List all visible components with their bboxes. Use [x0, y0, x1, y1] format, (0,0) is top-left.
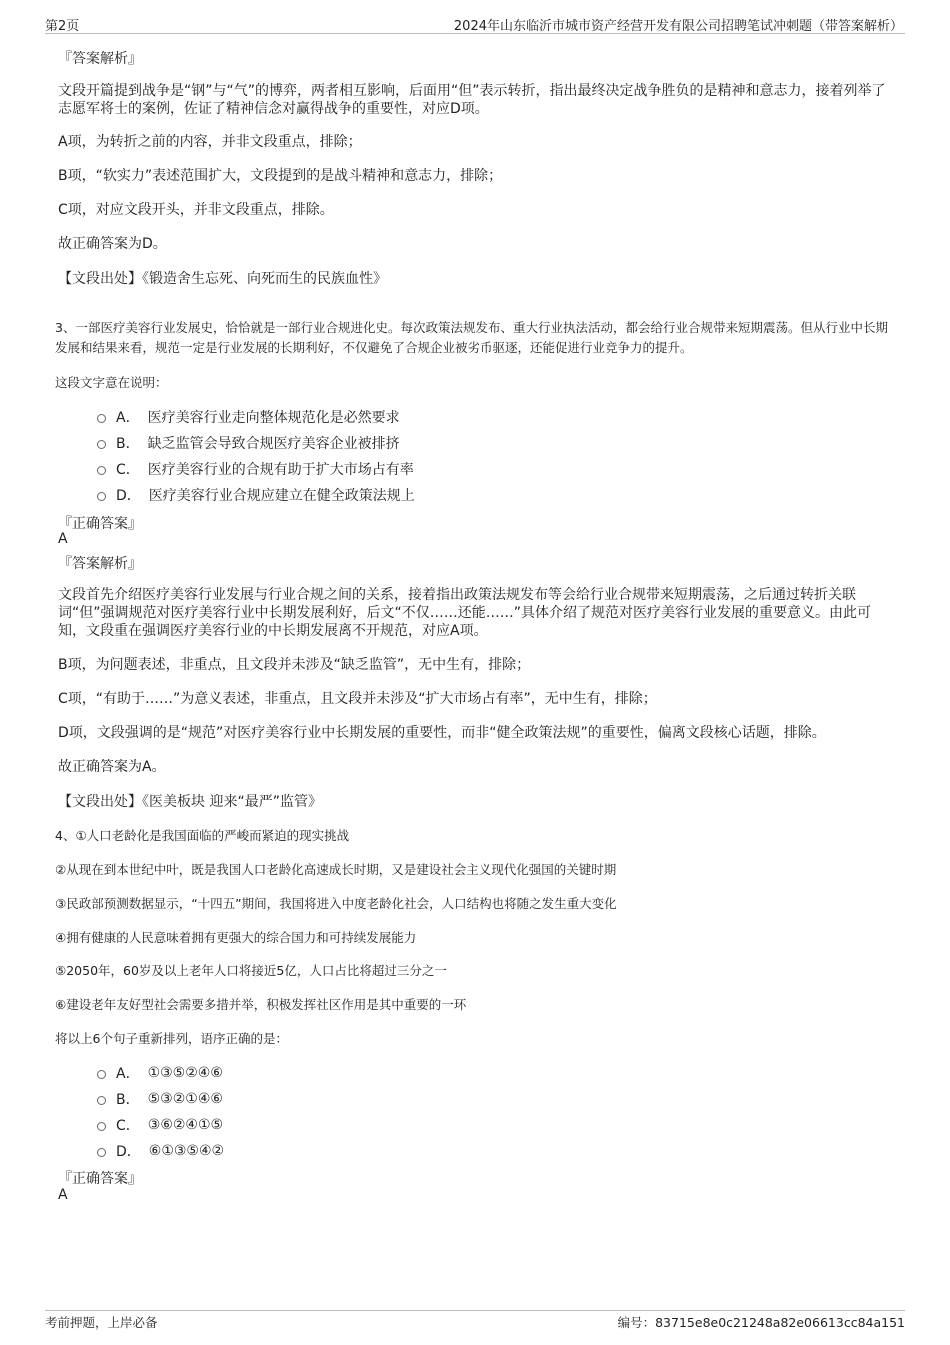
q4-sentence-5: ⑤2050年，60岁及以上老年人口将接近5亿，人口占比将超过三分之一 — [55, 963, 447, 978]
q3-analysis-option-c: C项，“有助于……”为意义表述，非重点，且文段并未涉及“扩大市场占有率”，无中生有，排除； — [58, 691, 657, 707]
radio-button[interactable] — [97, 492, 106, 501]
option-text: 缺乏监管会导致合规医疗美容企业被排挤 — [147, 436, 400, 452]
q4-sentence-4: ④拥有健康的人民意味着拥有更强大的综合国力和可持续发展能力 — [55, 930, 417, 945]
footer-divider — [45, 1310, 905, 1311]
q2-analysis-option-b: B项，“软实力”表述范围扩大，文段提到的是战斗精神和意志力，排除； — [58, 168, 503, 184]
document-id: 编号：83715e8e0c21248a82e06613cc84a151 — [617, 1315, 905, 1330]
header-divider — [45, 33, 905, 34]
q4-option-c[interactable] — [97, 1115, 223, 1135]
q2-analysis-label: 『答案解析』 — [58, 51, 142, 67]
q3-conclusion: 故正确答案为A。 — [58, 759, 166, 775]
option-text: 医疗美容行业走向整体规范化是必然要求 — [147, 410, 400, 426]
option-letter: A． — [116, 410, 140, 426]
q2-analysis-option-c: C项，对应文段开头，并非文段重点，排除。 — [58, 202, 334, 218]
q4-sentence-3: ③民政部预测数据显示，“十四五”期间，我国将进入中度老龄化社会，人口结构也将随之发生重大变化 — [55, 896, 617, 911]
q2-analysis-option-a: A项，为转折之前的内容，并非文段重点，排除； — [58, 134, 362, 150]
page-number: 第2页 — [45, 19, 80, 34]
q2-source: 【文段出处】《锻造舍生忘死、向死而生的民族血性》 — [58, 271, 387, 287]
option-letter: C． — [116, 1118, 140, 1134]
q4-sentence-6: ⑥建设老年友好型社会需要多措并举，积极发挥社区作用是其中重要的一环 — [55, 997, 467, 1012]
radio-button[interactable] — [97, 440, 106, 449]
q3-analysis-label: 『答案解析』 — [58, 556, 142, 572]
q3-stem: 3、一部医疗美容行业发展史，恰恰就是一部行业合规进化史。每次政策法规发布、重大行业执法活动，都会给行业合规带来短期震荡。但从行业中长期发展和结果来看，规范一定是行业发展的长期利好，不仅避免了合规企业被劣币驱逐，还能促进行业竞争力的提升。 — [55, 320, 888, 355]
q4-prompt: 将以上6个句子重新排列，语序正确的是： — [55, 1031, 288, 1046]
q2-analysis-paragraph: 文段开篇提到战争是“钢”与“气”的博弈，两者相互影响，后面用“但”表示转折，指出最终决定战争胜负的是精神和意志力，接着列举了志愿军将士的案例，佐证了精神信念对赢得战争的重要性，对应D项。 — [58, 83, 886, 117]
q3-option-d[interactable] — [97, 485, 415, 505]
radio-button[interactable] — [97, 1070, 106, 1079]
q3-correct-label: 『正确答案』 — [58, 516, 142, 532]
option-text: ①③⑤②④⑥ — [147, 1065, 223, 1081]
footer-slogan: 考前押题，上岸必备 — [45, 1315, 158, 1330]
radio-button[interactable] — [97, 1096, 106, 1105]
option-letter: C． — [116, 462, 140, 478]
option-text: ⑥①③⑤④② — [148, 1143, 225, 1159]
q3-option-a[interactable] — [97, 407, 400, 427]
radio-button[interactable] — [97, 414, 106, 423]
q3-analysis-paragraph: 文段首先介绍医疗美容行业发展与行业合规之间的关系，接着指出政策法规发布等会给行业合规带来短期震荡，之后通过转折关联词“但”强调规范对医疗美容行业中长期发展利好，后文“不仅……还能……”具体介绍了规范对医疗美容行业发展的重要意义。由此可知，文段重在强调医疗美容行业的中长期发展离不开规范，对应A项。 — [58, 587, 872, 639]
q4-correct-label: 『正确答案』 — [58, 1171, 142, 1187]
q3-source: 【文段出处】《医美板块 迎来“最严”监管》 — [58, 794, 322, 810]
option-text: ③⑥②④①⑤ — [147, 1117, 224, 1133]
option-text: 医疗美容行业合规应建立在健全政策法规上 — [148, 488, 415, 504]
q3-analysis-option-b: B项，为问题表述，非重点，且文段并未涉及“缺乏监管”，无中生有，排除； — [58, 657, 531, 673]
radio-button[interactable] — [97, 466, 106, 475]
option-text: 医疗美容行业的合规有助于扩大市场占有率 — [147, 462, 414, 478]
q3-analysis-option-d: D项，文段强调的是“规范”对医疗美容行业中长期发展的重要性，而非“健全政策法规”的重要性，偏离文段核心话题，排除。 — [58, 725, 826, 741]
q4-correct-answer: A — [58, 1187, 68, 1203]
q3-correct-answer: A — [58, 531, 68, 547]
document-title: 2024年山东临沂市城市资产经营开发有限公司招聘笔试冲刺题（带答案解析） — [453, 19, 903, 34]
q4-option-b[interactable] — [97, 1089, 223, 1109]
option-letter: D． — [116, 1144, 141, 1160]
option-letter: B． — [116, 436, 140, 452]
q3-prompt: 这段文字意在说明： — [55, 375, 168, 390]
q4-option-d[interactable] — [97, 1141, 224, 1161]
option-text: ⑤③②①④⑥ — [147, 1091, 223, 1107]
q3-option-c[interactable] — [97, 459, 414, 479]
q4-option-a[interactable] — [97, 1063, 223, 1083]
option-letter: D． — [116, 488, 141, 504]
q4-sentence-1: 4、①人口老龄化是我国面临的严峻而紧迫的现实挑战 — [55, 828, 350, 843]
q4-sentence-2: ②从现在到本世纪中叶，既是我国人口老龄化高速成长时期，又是建设社会主义现代化强国的关键时期 — [55, 862, 617, 877]
q2-conclusion: 故正确答案为D。 — [58, 236, 167, 252]
option-letter: A． — [116, 1066, 140, 1082]
radio-button[interactable] — [97, 1148, 106, 1157]
radio-button[interactable] — [97, 1122, 106, 1131]
q3-option-b[interactable] — [97, 433, 400, 453]
option-letter: B． — [116, 1092, 140, 1108]
